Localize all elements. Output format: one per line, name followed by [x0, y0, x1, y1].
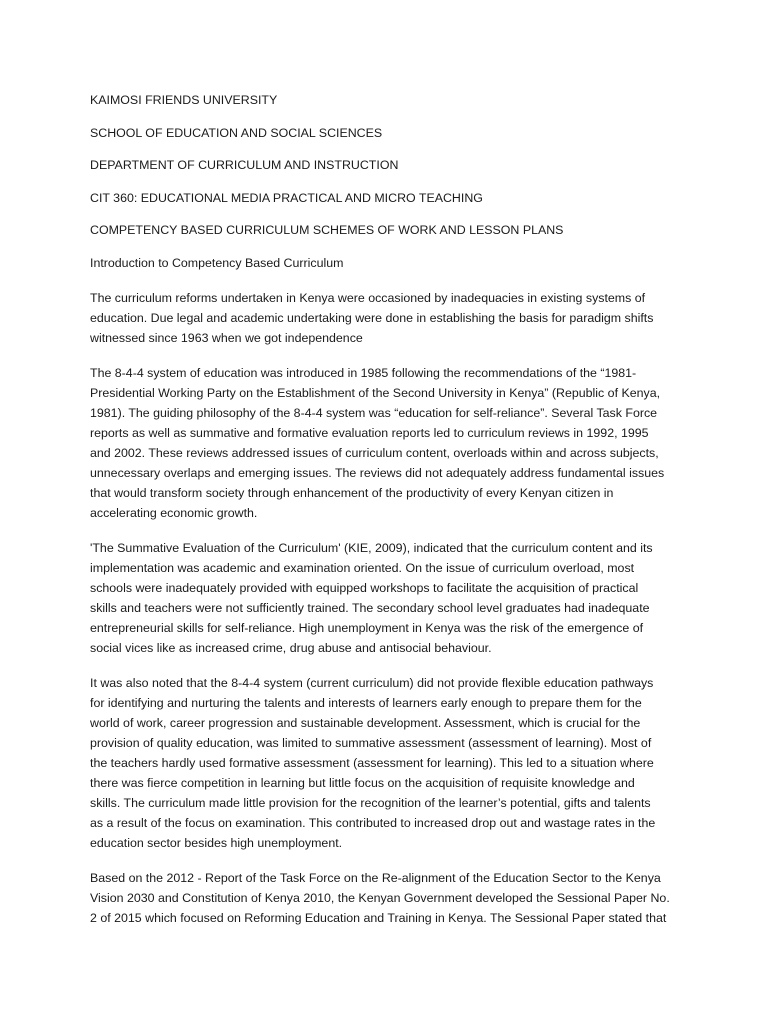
paragraph-line: implementation was academic and examination oriented. On the issue of curriculum overload, most [90, 560, 635, 575]
paragraph-line: social vices like as increased crime, drug abuse and antisocial behaviour. [90, 640, 492, 655]
paragraph-line: reports as well as summative and formative evaluation reports led to curriculum reviews in 1992, 1995 [90, 425, 649, 440]
paragraph [90, 538, 686, 658]
paragraph-line: and 2002. These reviews addressed issues of curriculum content, overloads within and across subjects, [90, 445, 659, 460]
paragraph-line: schools were inadequately provided with equipped workshops to facilitate the acquisition of practical [90, 580, 639, 595]
paragraph-line: skills and teachers were not sufficiently trained. The secondary school level graduates had inadequate [90, 600, 650, 615]
document-body [90, 92, 686, 943]
paragraph-line: 'The Summative Evaluation of the Curriculum' (KIE, 2009), indicated that the curriculum content and its [90, 540, 653, 555]
paragraph-line: education. Due legal and academic undertaking were done in establishing the basis for paradigm shifts [90, 310, 654, 325]
topic-heading: COMPETENCY BASED CURRICULUM SCHEMES OF WORK AND LESSON PLANS [90, 223, 564, 238]
paragraph-line: there was fierce competition in learning but little focus on the acquisition of requisite knowledge and [90, 775, 635, 790]
paragraph-line: The curriculum reforms undertaken in Kenya were occasioned by inadequacies in existing systems of [90, 290, 646, 305]
paragraph [90, 673, 686, 853]
paragraph-line: for identifying and nurturing the talents and interests of learners early enough to prepare them for the [90, 695, 642, 710]
school-heading: SCHOOL OF EDUCATION AND SOCIAL SCIENCES [90, 125, 383, 140]
paragraph-line: education sector besides high unemployment. [90, 835, 343, 850]
paragraph-line: 2 of 2015 which focused on Reforming Education and Training in Kenya. The Sessional Paper stated that [90, 910, 667, 925]
paragraph-line: Presidential Working Party on the Establishment of the Second University in Kenya” (Republic of Kenya, [90, 385, 661, 400]
paragraph-line: The 8-4-4 system of education was introduced in 1985 following the recommendations of the “1981- [90, 365, 637, 380]
section-heading: Introduction to Competency Based Curriculum [90, 255, 344, 270]
paragraph-line: witnessed since 1963 when we got independence [90, 330, 363, 345]
paragraph-line: that would transform society through enhancement of the productivity of every Kenyan citizen in [90, 485, 614, 500]
paragraph-line: as a result of the focus on examination. This contributed to increased drop out and wastage rates in the [90, 815, 656, 830]
paragraph-line: provision of quality education, was limited to summative assessment (assessment of learning). Most of [90, 735, 652, 750]
paragraph-line: entrepreneurial skills for self-reliance. High unemployment in Kenya was the risk of the emergence of [90, 620, 644, 635]
paragraph [90, 363, 686, 523]
department-heading: DEPARTMENT OF CURRICULUM AND INSTRUCTION [90, 158, 399, 173]
paragraph-line: Based on the 2012 - Report of the Task Force on the Re-alignment of the Education Sector to the Kenya [90, 870, 661, 885]
paragraph [90, 288, 686, 348]
paragraph-line: unnecessary overlaps and emerging issues. The reviews did not adequately address fundamental issues [90, 465, 665, 480]
paragraph-line: Vision 2030 and Constitution of Kenya 2010, the Kenyan Government developed the Sessional Paper No. [90, 890, 670, 905]
course-heading: CIT 360: EDUCATIONAL MEDIA PRACTICAL AND MICRO TEACHING [90, 190, 483, 205]
paragraph-line: accelerating economic growth. [90, 505, 258, 520]
paragraph-line: skills. The curriculum made little provision for the recognition of the learner’s potential, gifts and talents [90, 795, 651, 810]
paragraph [90, 868, 686, 928]
paragraph-line: 1981). The guiding philosophy of the 8-4-4 system was “education for self-reliance”. Several Task Force [90, 405, 658, 420]
paragraph-line: world of work, career progression and sustainable development. Assessment, which is crucial for the [90, 715, 641, 730]
university-heading: KAIMOSI FRIENDS UNIVERSITY [90, 93, 278, 107]
paragraph-line: the teachers hardly used formative assessment (assessment for learning). This led to a situation where [90, 755, 654, 770]
paragraph-line: It was also noted that the 8-4-4 system (current curriculum) did not provide flexible education pathways [90, 675, 654, 690]
